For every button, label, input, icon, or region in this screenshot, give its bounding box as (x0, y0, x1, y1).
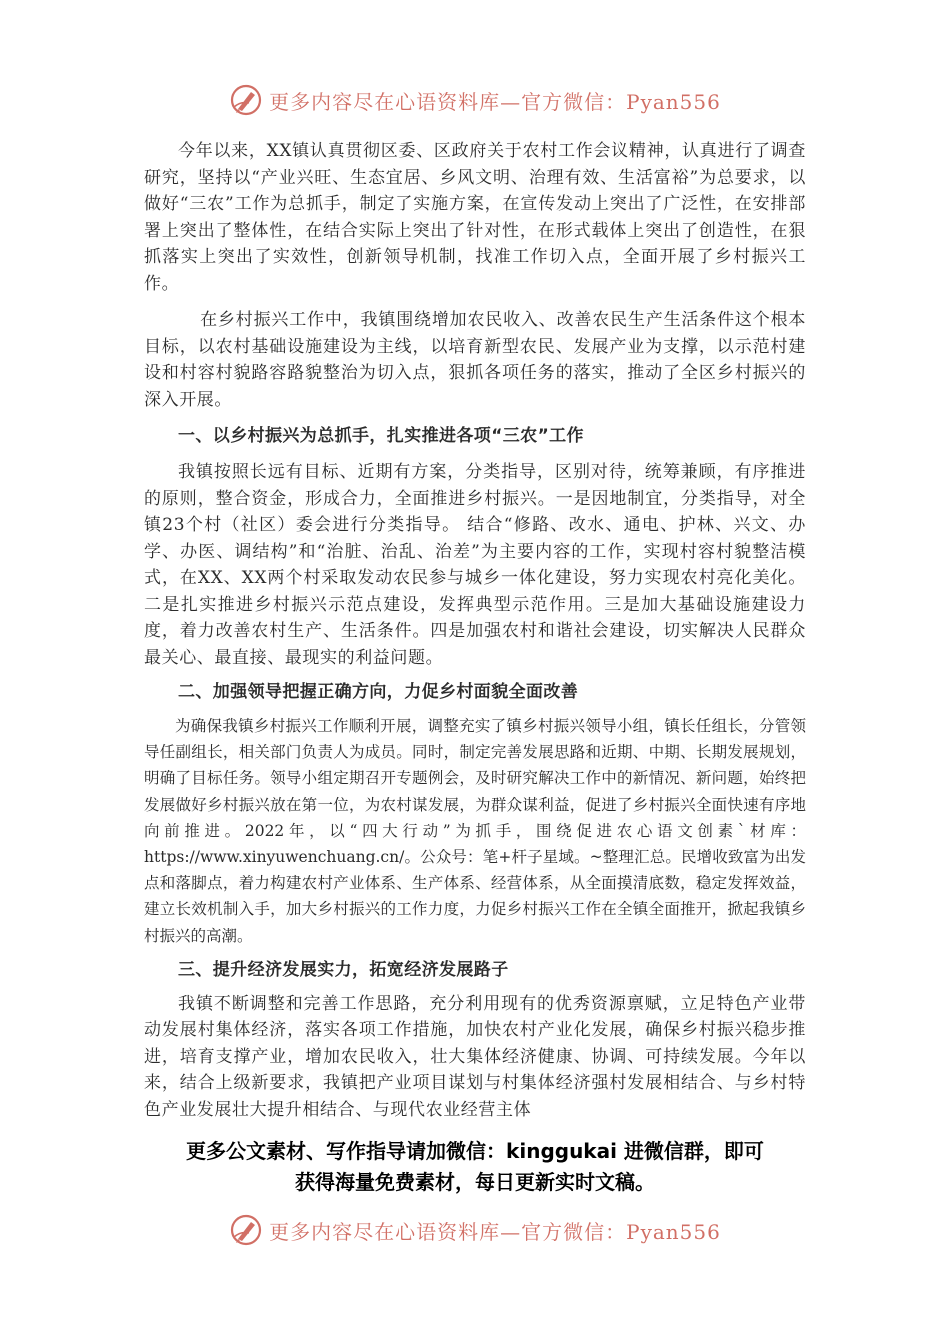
goal-paragraph: 在乡村振兴工作中，我镇围绕增加农民收入、改善农民生产生活条件这个根本目标，以农村基础设施建设为主线，以培育新型农民、发展产业为支撑，以示范村建设和村容村貌路容路貌整治为切入点，狠抓各项任务的落实，推动了全区乡村振兴的深入开展。 (144, 310, 806, 410)
section-3-paragraph: 我镇不断调整和完善工作思路，充分利用现有的优秀资源禀赋，立足特色产业带动发展村集体经济，落实各项工作措施，加快农村产业化发展，确保乡村振兴稳步推进，培育支撑产业，增加农民收入，壮大集体经济健康、协调、可持续发展。今年以来，结合上级新要求，我镇把产业项目谋划与村集体经济强村发展相结合、与乡村特色产业发展壮大提升相结合、与现代农业经营主体 (144, 993, 806, 1120)
watermark-header (0, 78, 950, 122)
section-1-paragraph: 我镇按照长远有目标、近期有方案，分类指导，区别对待，统筹兼顾，有序推进的原则，整合资金，形成合力，全面推进乡村振兴。一是因地制宜，分类指导，对全镇23个村（社区）委会进行分类指导。 结合“修路、改水、通电、护林、兴文、办学、办医、调结构”和“治脏、治乱、治差”为主要内容的工作，实现村容村貌整洁模式，在XX、XX两个村采取发动农民参与城乡一体化建设，努力实现农村亮化美化。二是扎实推进乡村振兴示范点建设，发挥典型示范作用。三是加大基础设施建设力度，着力改善农村生产、生活条件。四是加强农村和谐社会建设，切实解决人民群众最关心、最直接、最现实的利益问题。 (144, 462, 806, 668)
section-1-heading: 一、以乡村振兴为总抓手，扎实推进各项“三农”工作 (178, 426, 584, 446)
section-2-heading: 二、加强领导把握正确方向，力促乡村面貌全面改善 (178, 682, 579, 702)
promo-line-2: 获得海量免费素材，每日更新实时文稿。 (295, 1170, 655, 1194)
watermark-footer (0, 1208, 950, 1252)
section-2-paragraph: 为确保我镇乡村振兴工作顺利开展，调整充实了镇乡村振兴领导小组，镇长任组长，分管领导任副组长，相关部门负责人为成员。同时，制定完善发展思路和近期、中期、长期发展规划，明确了目标任务。领导小组定期召开专题例会，及时研究解决工作中的新情况、新问题，始终把发展做好乡村振兴放在第一位，为农村谋发展，为群众谋利益，促进了乡村振兴全面快速有序地向前推进。2022年，以“四大行动”为抓手，围绕促进农心语文创素`材库：https://www.xinyuwenchuang.cn/。公众号：笔+杆子星域。~整理汇总。民增收致富为出发点和落脚点，着力构建农村产业体系、生产体系、经营体系，从全面摸清底数，稳定发挥效益，建立长效机制入手，加大乡村振兴的工作力度，力促乡村振兴工作在全镇全面推开，掀起我镇乡村振兴的高潮。 (144, 717, 806, 945)
intro-paragraph: 今年以来，XX镇认真贯彻区委、区政府关于农村工作会议精神，认真进行了调查研究，坚持以“产业兴旺、生态宜居、乡风文明、治理有效、生活富裕”为总要求，以做好“三农”工作为总抓手，制定了实施方案，在宣传发动上突出了广泛性，在安排部署上突出了整体性，在结合实际上突出了针对性，在形式载体上突出了创造性，在狠抓落实上突出了实效性，创新领导机制，找准工作切入点，全面开展了乡村振兴工作。 (144, 141, 806, 294)
watermark-text: 更多内容尽在心语资料库—官方微信：Pyan556 (269, 1219, 721, 1244)
promo-banner (130, 1136, 820, 1198)
pen-logo-icon (229, 83, 263, 117)
watermark-text: 更多内容尽在心语资料库—官方微信：Pyan556 (269, 89, 721, 114)
section-3-heading: 三、提升经济发展实力，拓宽经济发展路子 (178, 959, 509, 980)
document-body (144, 138, 806, 1123)
pen-logo-icon (229, 1213, 263, 1247)
promo-line-1: 更多公文素材、写作指导请加微信：kinggukai 进微信群，即可 (186, 1139, 764, 1163)
